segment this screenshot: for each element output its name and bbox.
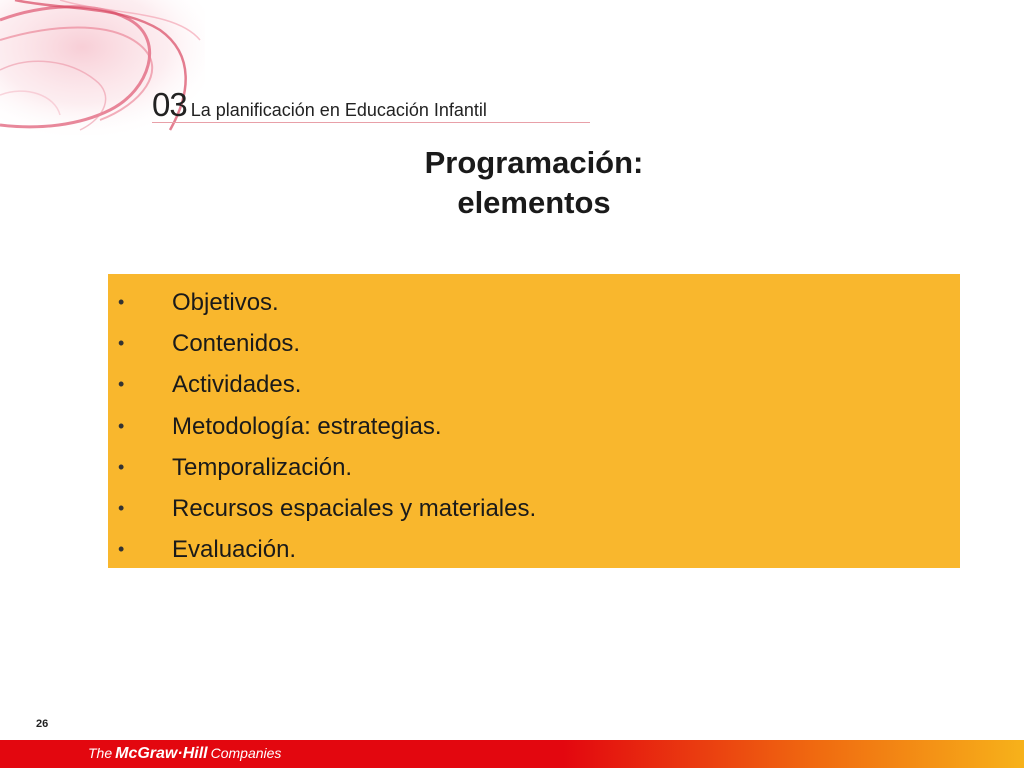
logo-name-text: McGraw·Hill [115,745,208,762]
list-item [108,282,960,323]
list-item-text: Recursos espaciales y materiales. [172,494,537,522]
chapter-title: La planificación en Educación Infantil [190,100,487,120]
bullet-icon: • [118,497,125,518]
slide-title-line1: Programación: [424,145,644,180]
bullet-icon: • [118,456,125,477]
list-item-text: Evaluación. [172,536,297,564]
list-item [108,447,960,488]
list-item-text: Objetivos. [172,289,279,316]
bullet-icon: • [118,415,125,436]
list-item [108,488,960,529]
slide-title-line2: elementos [457,185,611,220]
list-item [108,364,960,405]
logo-companies-text: Companies [210,745,282,761]
page-number: 26 [36,718,49,730]
bullet-icon: • [118,539,125,560]
content-box [108,274,960,568]
list-item [108,406,960,447]
bullet-icon: • [118,333,125,354]
chapter-header [152,86,590,123]
footer-bar [0,740,1024,768]
bullet-list [108,274,960,570]
list-item-text: Metodología: estrategias. [172,412,442,440]
chapter-number: 03 [152,86,187,123]
bullet-icon: • [118,374,125,395]
bullet-icon: • [118,292,125,312]
list-item [108,323,960,364]
list-item [108,529,960,570]
list-item-text: Actividades. [172,371,302,399]
logo-the-text: The [88,745,113,761]
list-item-text: Temporalización. [172,453,353,481]
list-item-text: Contenidos. [172,330,301,358]
slide-title [334,143,734,223]
publisher-logo [88,745,281,763]
